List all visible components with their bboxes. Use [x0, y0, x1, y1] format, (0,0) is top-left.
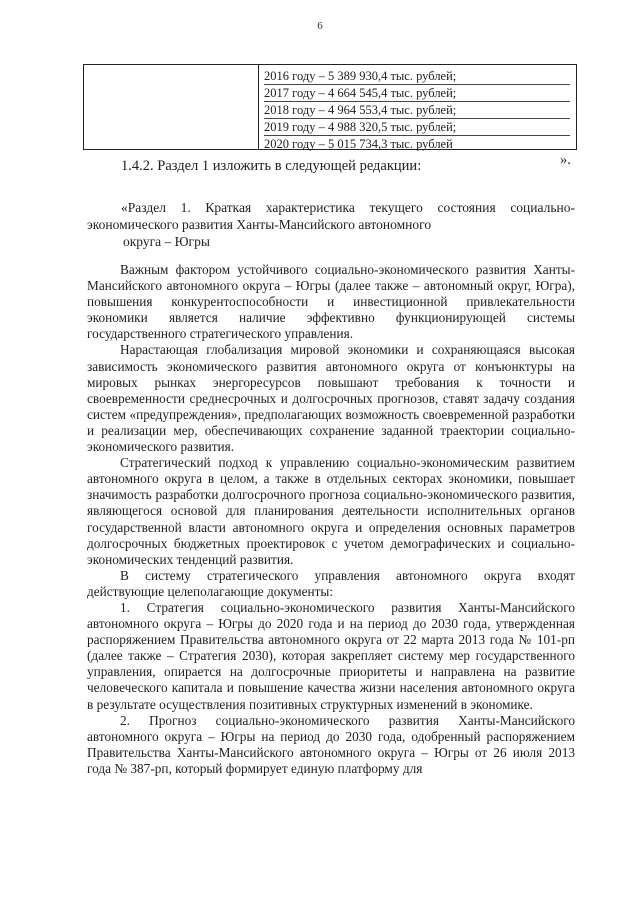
table-row: 2016 году – 5 389 930,4 тыс. рублей;: [264, 68, 570, 85]
table-rows: [264, 68, 570, 152]
section-title: [87, 199, 575, 250]
amendment-heading: 1.4.2. Раздел 1 изложить в следующей редакции:: [121, 158, 422, 174]
closing-quote: ».: [560, 152, 571, 168]
table-row: 2019 году – 4 988 320,5 тыс. рублей;: [264, 119, 570, 136]
paragraph: Важным фактором устойчивого социально-экономического развития Ханты-Мансийского автономного округа – Югры (далее также – автономный округ, Югра), повышения конкурентоспособности и инвестиционной привлекательности экономики является наличие эффективно функционирующей системы государственного стратегического управления.: [87, 262, 575, 342]
section-title-line: экономического развития Ханты-Мансийского автономного: [87, 217, 432, 232]
table-row: 2017 году – 4 664 545,4 тыс. рублей;: [264, 85, 570, 102]
table-row: 2018 году – 4 964 553,4 тыс. рублей;: [264, 102, 570, 119]
page-number: 6: [317, 20, 323, 32]
paragraph: В систему стратегического управления автономного округа входят действующие целеполагающие документы:: [87, 567, 575, 599]
body-text: [87, 262, 575, 777]
table-column-divider: [258, 65, 259, 149]
funding-table: [83, 64, 577, 150]
section-title-line: округа – Югры: [123, 234, 210, 249]
paragraph: 1. Стратегия социально-экономического развития Ханты-Мансийского автономного округа – Югры до 2020 года и на период до 2030 года, утвержденная распоряжением Правительства автономного округа от 22 марта 2013 года № 101-рп (далее также – Стратегия 2030), которая закрепляет систему мер государственного управления, опирается на долгосрочные приоритеты и направлена на развитие человеческого капитала и повышение качества жизни населения автономного округа в результате осуществления позитивных структурных изменений в экономике.: [87, 599, 575, 712]
section-title-line: «Раздел 1. Краткая характеристика текущего состояния социально-: [121, 200, 575, 215]
table-row: 2020 году – 5 015 734,3 тыс. рублей: [264, 137, 453, 151]
paragraph: Нарастающая глобализация мировой экономики и сохраняющаяся высокая зависимость экономического развития автономного округа от конъюнктуры на мировых рынках энергоресурсов повышают требования к точности и своевременности среднесрочных и долгосрочных прогнозов, ставят задачу создания систем «предупреждения», предполагающих возможность своевременной разработки и реализации мер, обеспечивающих сохранение заданной траектории социально-экономического развития.: [87, 342, 575, 455]
paragraph: 2. Прогноз социально-экономического развития Ханты-Мансийского автономного округа – Югры на период до 2030 года, одобренный распоряжением Правительства Ханты-Мансийского автономного округа – Югры от 26 июля 2013 года № 387-рп, который формирует единую платформу для: [87, 712, 575, 776]
paragraph: Стратегический подход к управлению социально-экономическим развитием автономного округа в целом, а также в отдельных секторах экономики, повышает значимость разработки долгосрочного прогноза социально-экономического развития, являющегося основой для планирования деятельности исполнительных органов государственной власти автономного округа и определения основных параметров долгосрочных бюджетных проектировок с учетом демографических и социально-экономических тенденций развития.: [87, 455, 575, 567]
